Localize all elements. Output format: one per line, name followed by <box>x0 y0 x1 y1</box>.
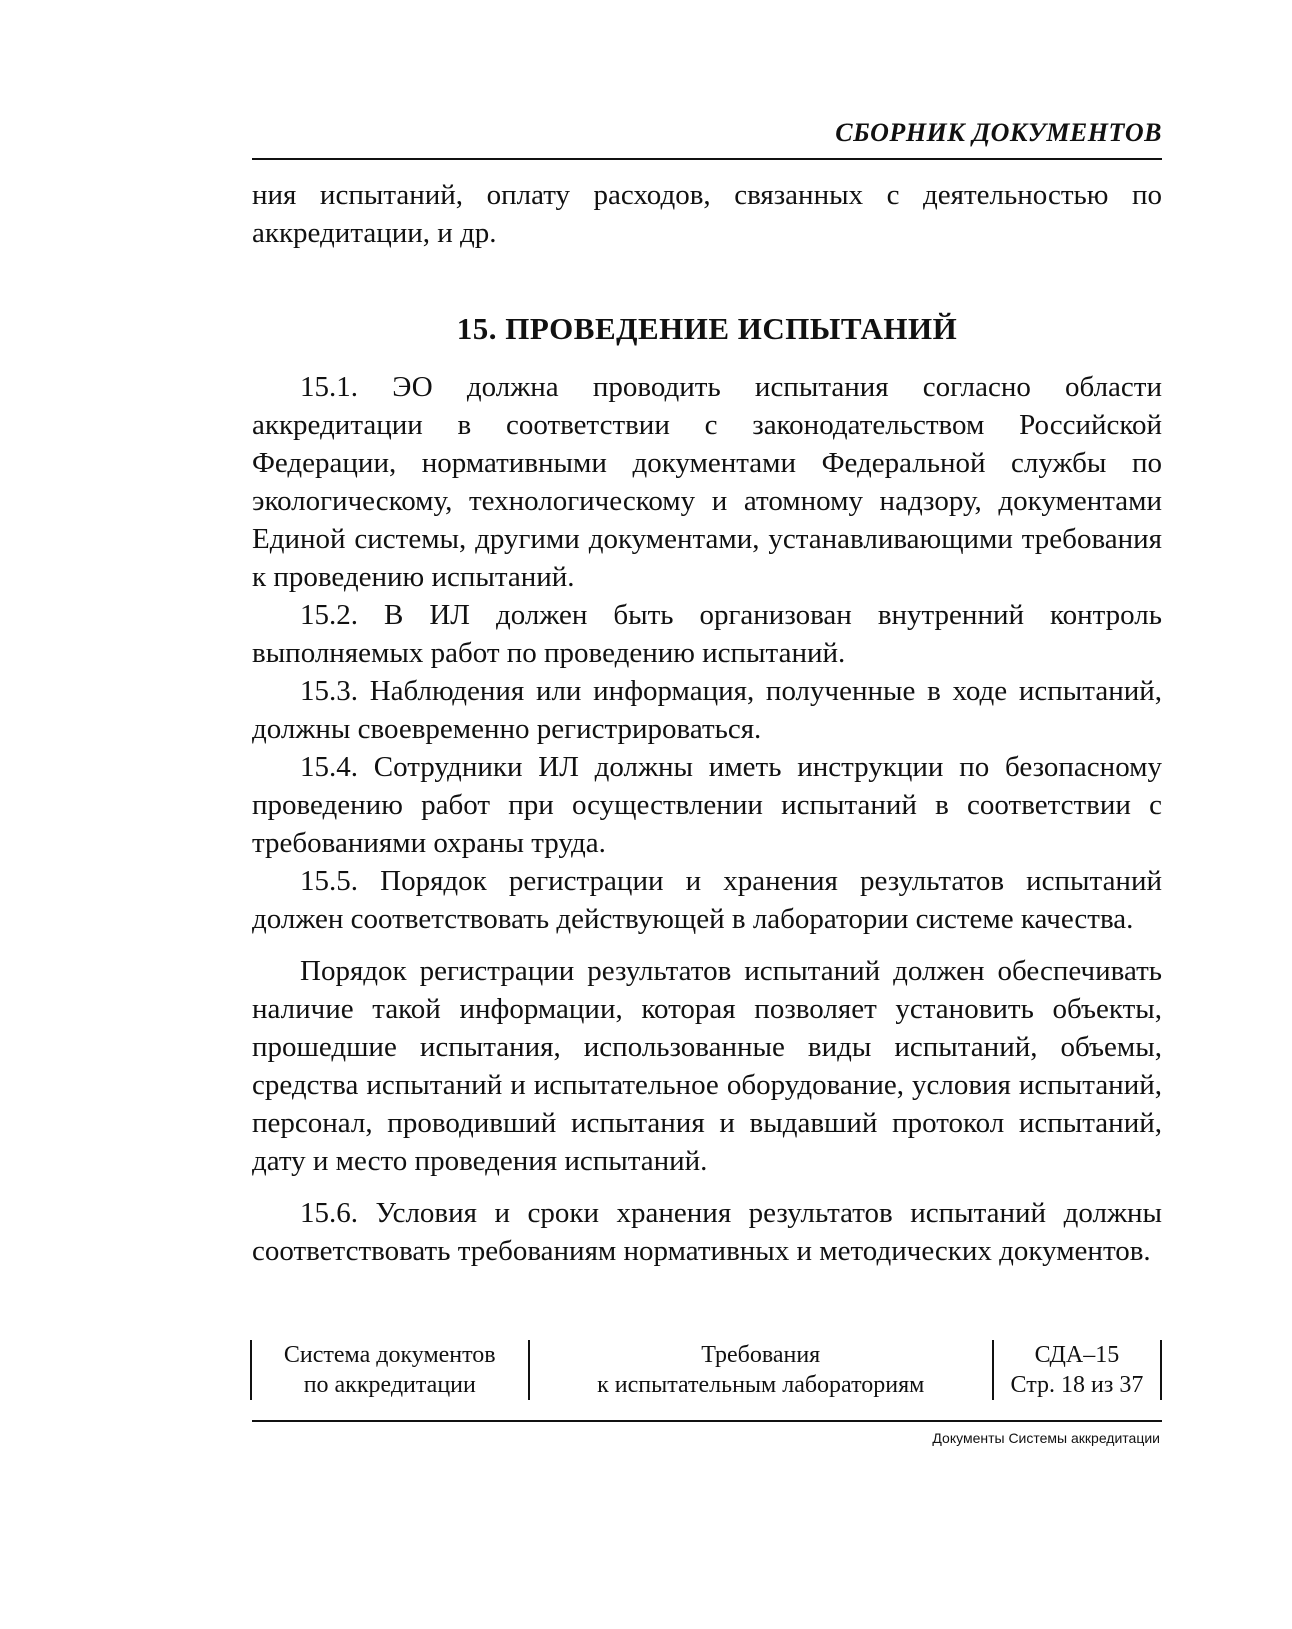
footer-title-cell <box>529 1340 993 1400</box>
footer-doc-code: СДА–15 <box>1034 1342 1120 1368</box>
section-title: 15. ПРОВЕДЕНИЕ ИСПЫТАНИЙ <box>456 311 958 346</box>
paragraph-15-4: 15.4. Сотрудники ИЛ должны иметь инструкции по безопасному проведению работ при осуществлении испытаний в соответствии с требованиями охраны труда. <box>252 751 1162 859</box>
footer-divider <box>252 1420 1162 1422</box>
paragraph-15-1: 15.1. ЭО должна проводить испытания согласно области аккредитации в соответствии с законодательством Российской Федерации, нормативными документами Федеральной службы по экологическому, технологическому и атомному надзору, документами Единой системы, другими документами, устанавливающими требования к проведению испытаний. <box>252 371 1162 593</box>
paragraph-15-3: 15.3. Наблюдения или информация, полученные в ходе испытаний, должны своевременно регистрироваться. <box>252 675 1162 745</box>
footer-title-line1: Требования <box>701 1342 821 1368</box>
document-body <box>252 176 1162 1270</box>
continuation-paragraph: ния испытаний, оплату расходов, связанных с деятельностью по аккредитации, и др. <box>252 179 1162 249</box>
footer-system-cell <box>251 1340 529 1400</box>
footer-system-line2: по аккредитации <box>303 1372 476 1398</box>
footer-table <box>250 1340 1162 1400</box>
footer-caption: Документы Системы аккредитации <box>932 1430 1160 1446</box>
paragraph-15-2: 15.2. В ИЛ должен быть организован внутренний контроль выполняемых работ по проведению испытаний. <box>252 599 1162 669</box>
running-title: СБОРНИК ДОКУМЕНТОВ <box>835 118 1162 147</box>
paragraph-15-5: 15.5. Порядок регистрации и хранения результатов испытаний должен соответствовать действующей в лаборатории системе качества. <box>252 865 1162 935</box>
footer-title-line2: к испытательным лабораториям <box>597 1372 925 1398</box>
footer-code-cell <box>993 1340 1161 1400</box>
paragraph-15-6: 15.6. Условия и сроки хранения результатов испытаний должны соответствовать требованиям нормативных и методических документов. <box>252 1197 1162 1267</box>
footer-system-line1: Система документов <box>283 1342 496 1368</box>
footer-row <box>251 1340 1161 1400</box>
footer-page-number: Стр. 18 из 37 <box>1010 1372 1144 1398</box>
paragraph-registration-order: Порядок регистрации результатов испытаний должен обеспечивать наличие такой информации, которая позволяет установить объекты, прошедшие испытания, использованные виды испытаний, объемы, средства испытаний и испытательное оборудование, условия испытаний, персонал, проводивший испытания и выдавший протокол испытаний, дату и место проведения испытаний. <box>252 955 1162 1177</box>
header-divider <box>252 158 1162 160</box>
